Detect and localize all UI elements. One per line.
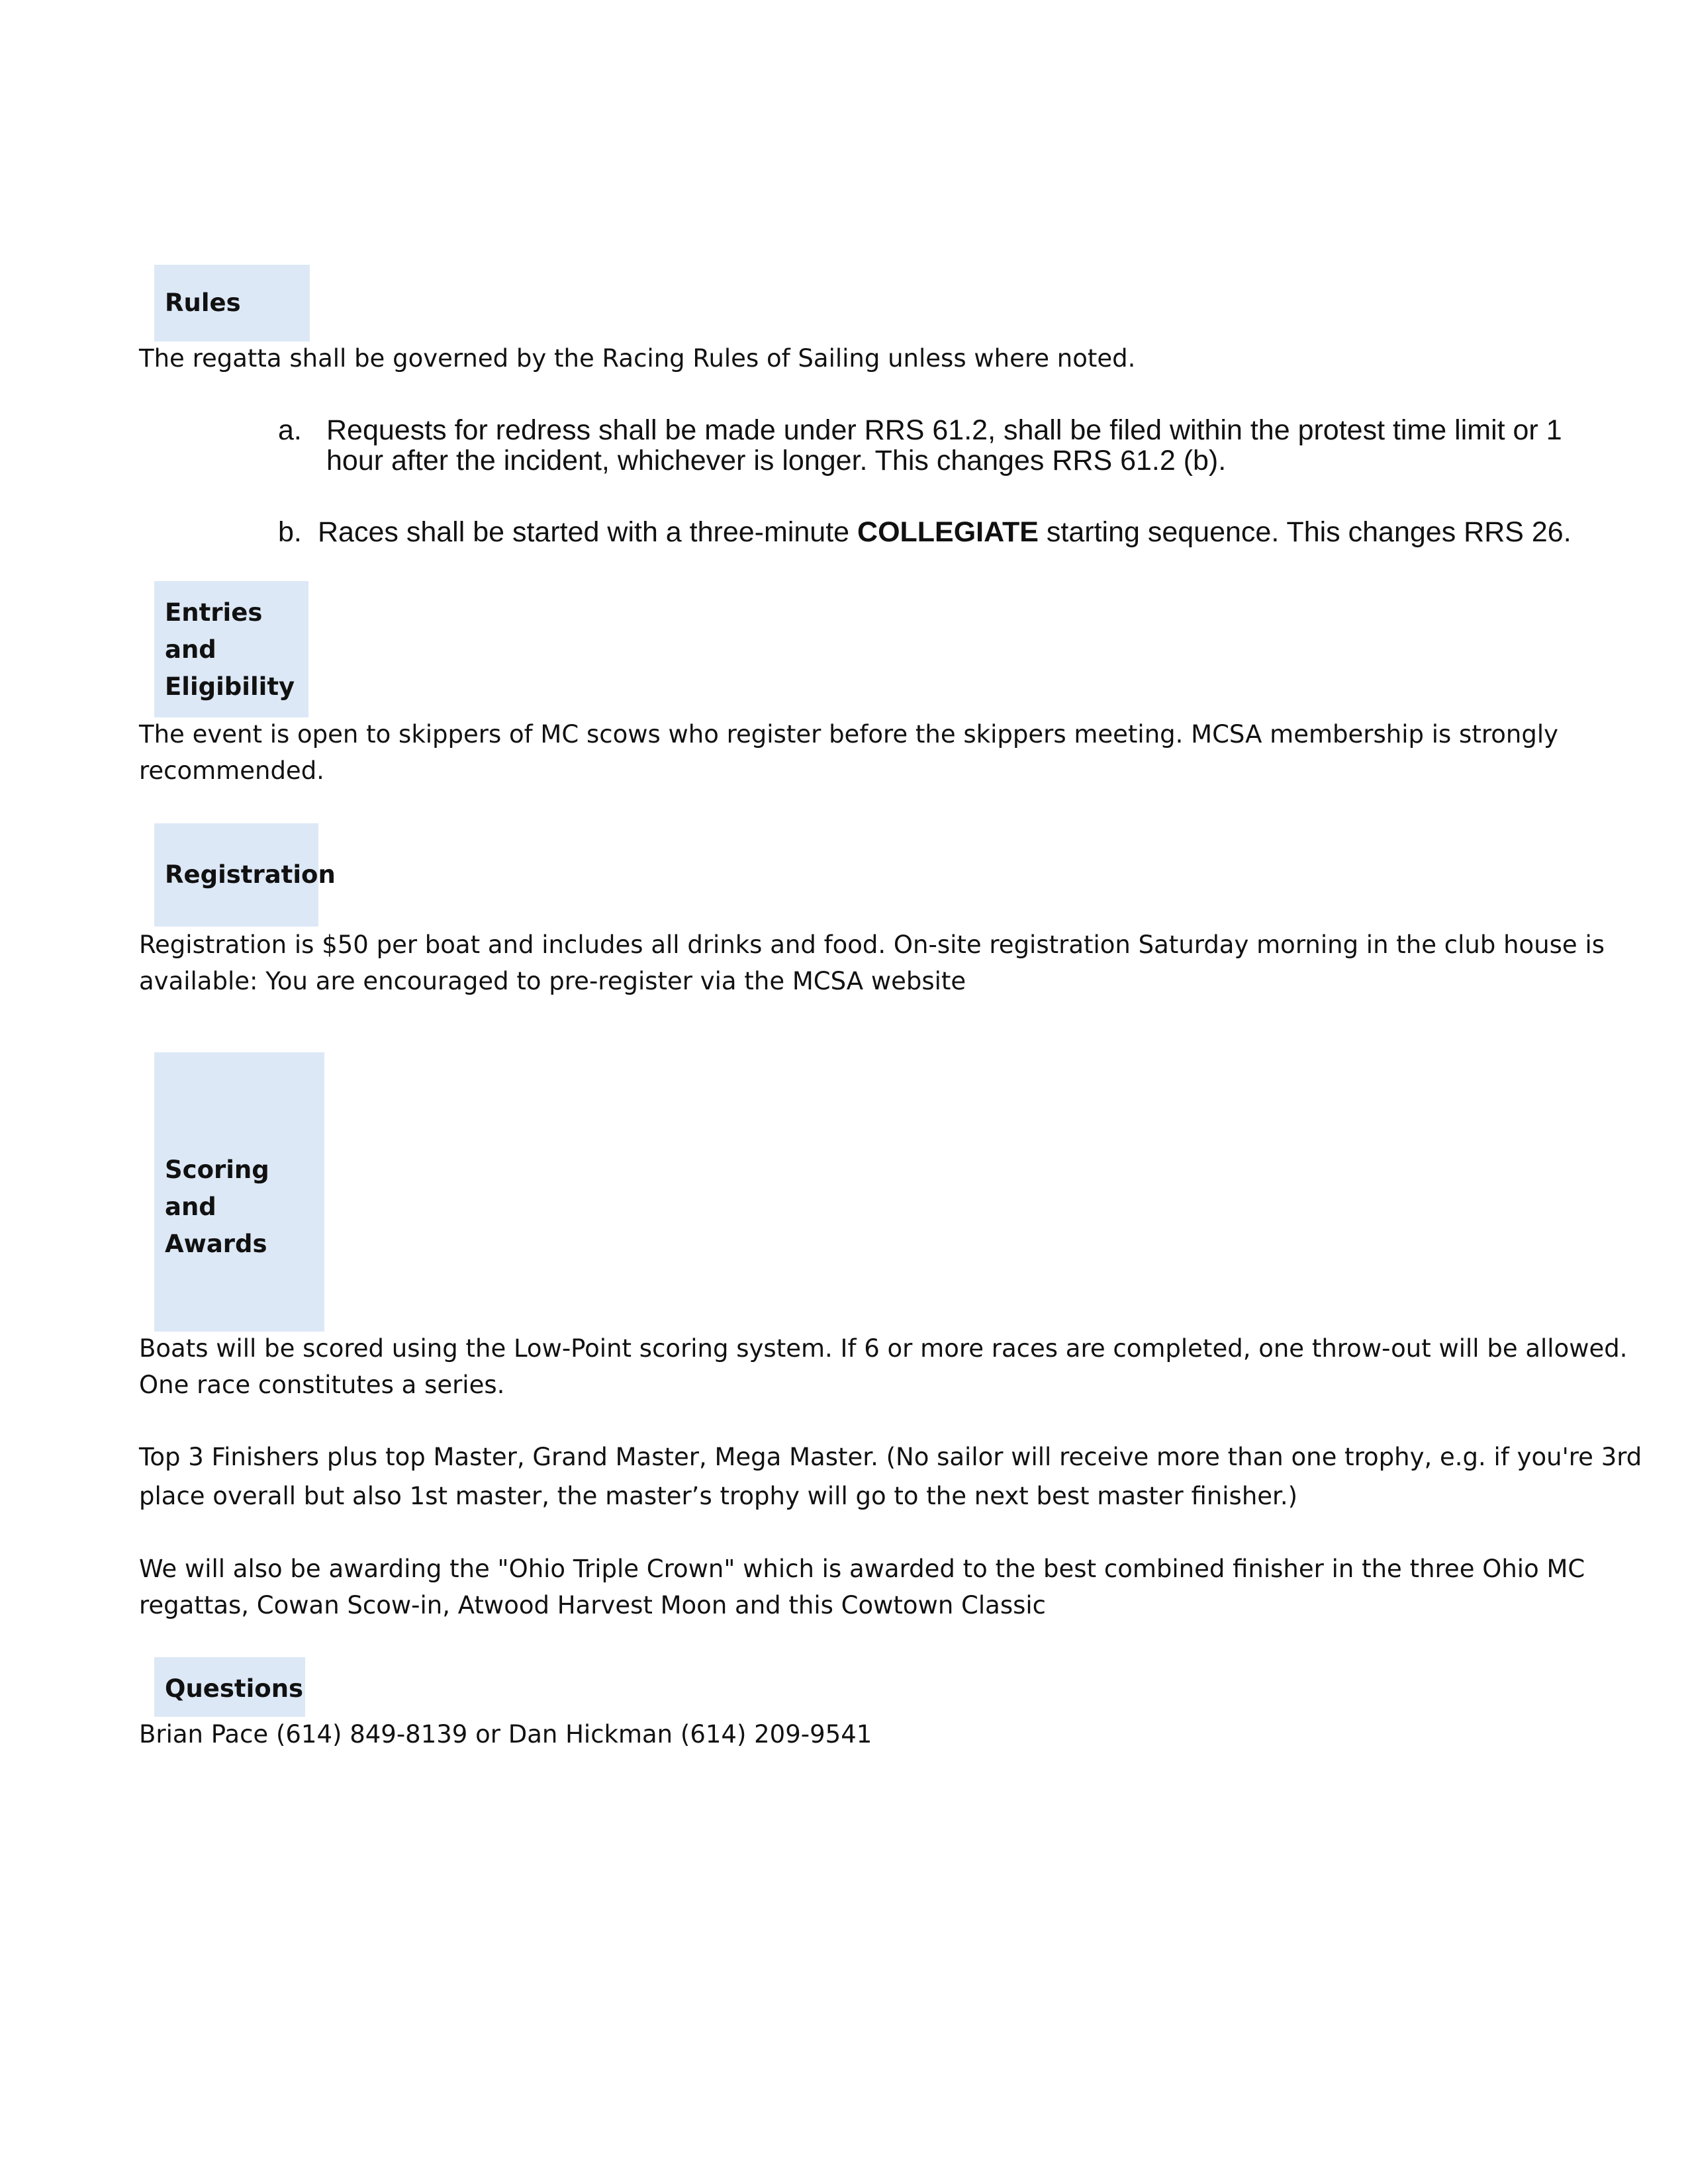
rules-heading-text: Rules bbox=[165, 289, 241, 317]
scoring-heading-line2: Awards bbox=[165, 1230, 267, 1258]
registration-heading-text: Registration bbox=[165, 860, 336, 889]
rule-item-b-post: starting sequence. This changes RRS 26. bbox=[1038, 516, 1571, 548]
scoring-p2-line1: Top 3 Finishers plus top Master, Grand Master, Mega Master. (No sailor will receive more than one trophy, e.g. if you're 3rd bbox=[139, 1443, 1642, 1471]
entries-line2: recommended. bbox=[139, 756, 324, 785]
section-heading-questions bbox=[154, 1657, 305, 1717]
scoring-heading-line1: Scoring and bbox=[165, 1156, 269, 1221]
entries-line1: The event is open to skippers of MC scows who register before the skippers meeting. MCSA membership is strongly bbox=[139, 720, 1558, 749]
rule-item-b-bold: COLLEGIATE bbox=[857, 516, 1039, 548]
rule-item-a-line2: hour after the incident, whichever is longer. This changes RRS 61.2 (b). bbox=[326, 445, 1227, 477]
rules-intro: The regatta shall be governed by the Racing Rules of Sailing unless where noted. bbox=[139, 344, 1136, 373]
section-heading-scoring bbox=[154, 1052, 324, 1332]
registration-line2: available: You are encouraged to pre-register via the MCSA website bbox=[139, 967, 966, 995]
scoring-p3-line2: regattas, Cowan Scow-in, Atwood Harvest Moon and this Cowtown Classic bbox=[139, 1591, 1046, 1619]
rule-item-a-marker: a. bbox=[278, 414, 302, 446]
rule-item-a-line1: Requests for redress shall be made under RRS 61.2, shall be filed within the protest time limit or 1 bbox=[326, 414, 1562, 446]
scoring-p1-line1: Boats will be scored using the Low-Point scoring system. If 6 or more races are completed, one throw-out will be allowed. bbox=[139, 1334, 1628, 1363]
registration-line1: Registration is $50 per boat and includes all drinks and food. On-site registration Saturday morning in the club house is bbox=[139, 931, 1605, 959]
section-heading-rules bbox=[154, 265, 310, 341]
section-heading-registration bbox=[154, 823, 336, 927]
scoring-p1-line2: One race constitutes a series. bbox=[139, 1371, 505, 1399]
questions-contact: Brian Pace (614) 849-8139 or Dan Hickman (614) 209-9541 bbox=[139, 1720, 872, 1749]
entries-heading-line2: Eligibility bbox=[165, 672, 295, 701]
section-heading-entries bbox=[154, 581, 308, 717]
rule-item-b-text bbox=[318, 516, 1571, 548]
scoring-p3-line1: We will also be awarding the "Ohio Triple Crown" which is awarded to the best combined finisher in the three Ohio MC bbox=[139, 1555, 1585, 1583]
scoring-p2-line2: place overall but also 1st master, the master’s trophy will go to the next best master finisher.) bbox=[139, 1482, 1298, 1510]
rule-item-b-marker: b. bbox=[278, 516, 302, 548]
rule-item-b-pre: Races shall be started with a three-minute bbox=[318, 516, 858, 548]
entries-heading-line1: Entries and bbox=[165, 598, 263, 664]
questions-heading-text: Questions bbox=[165, 1674, 304, 1703]
